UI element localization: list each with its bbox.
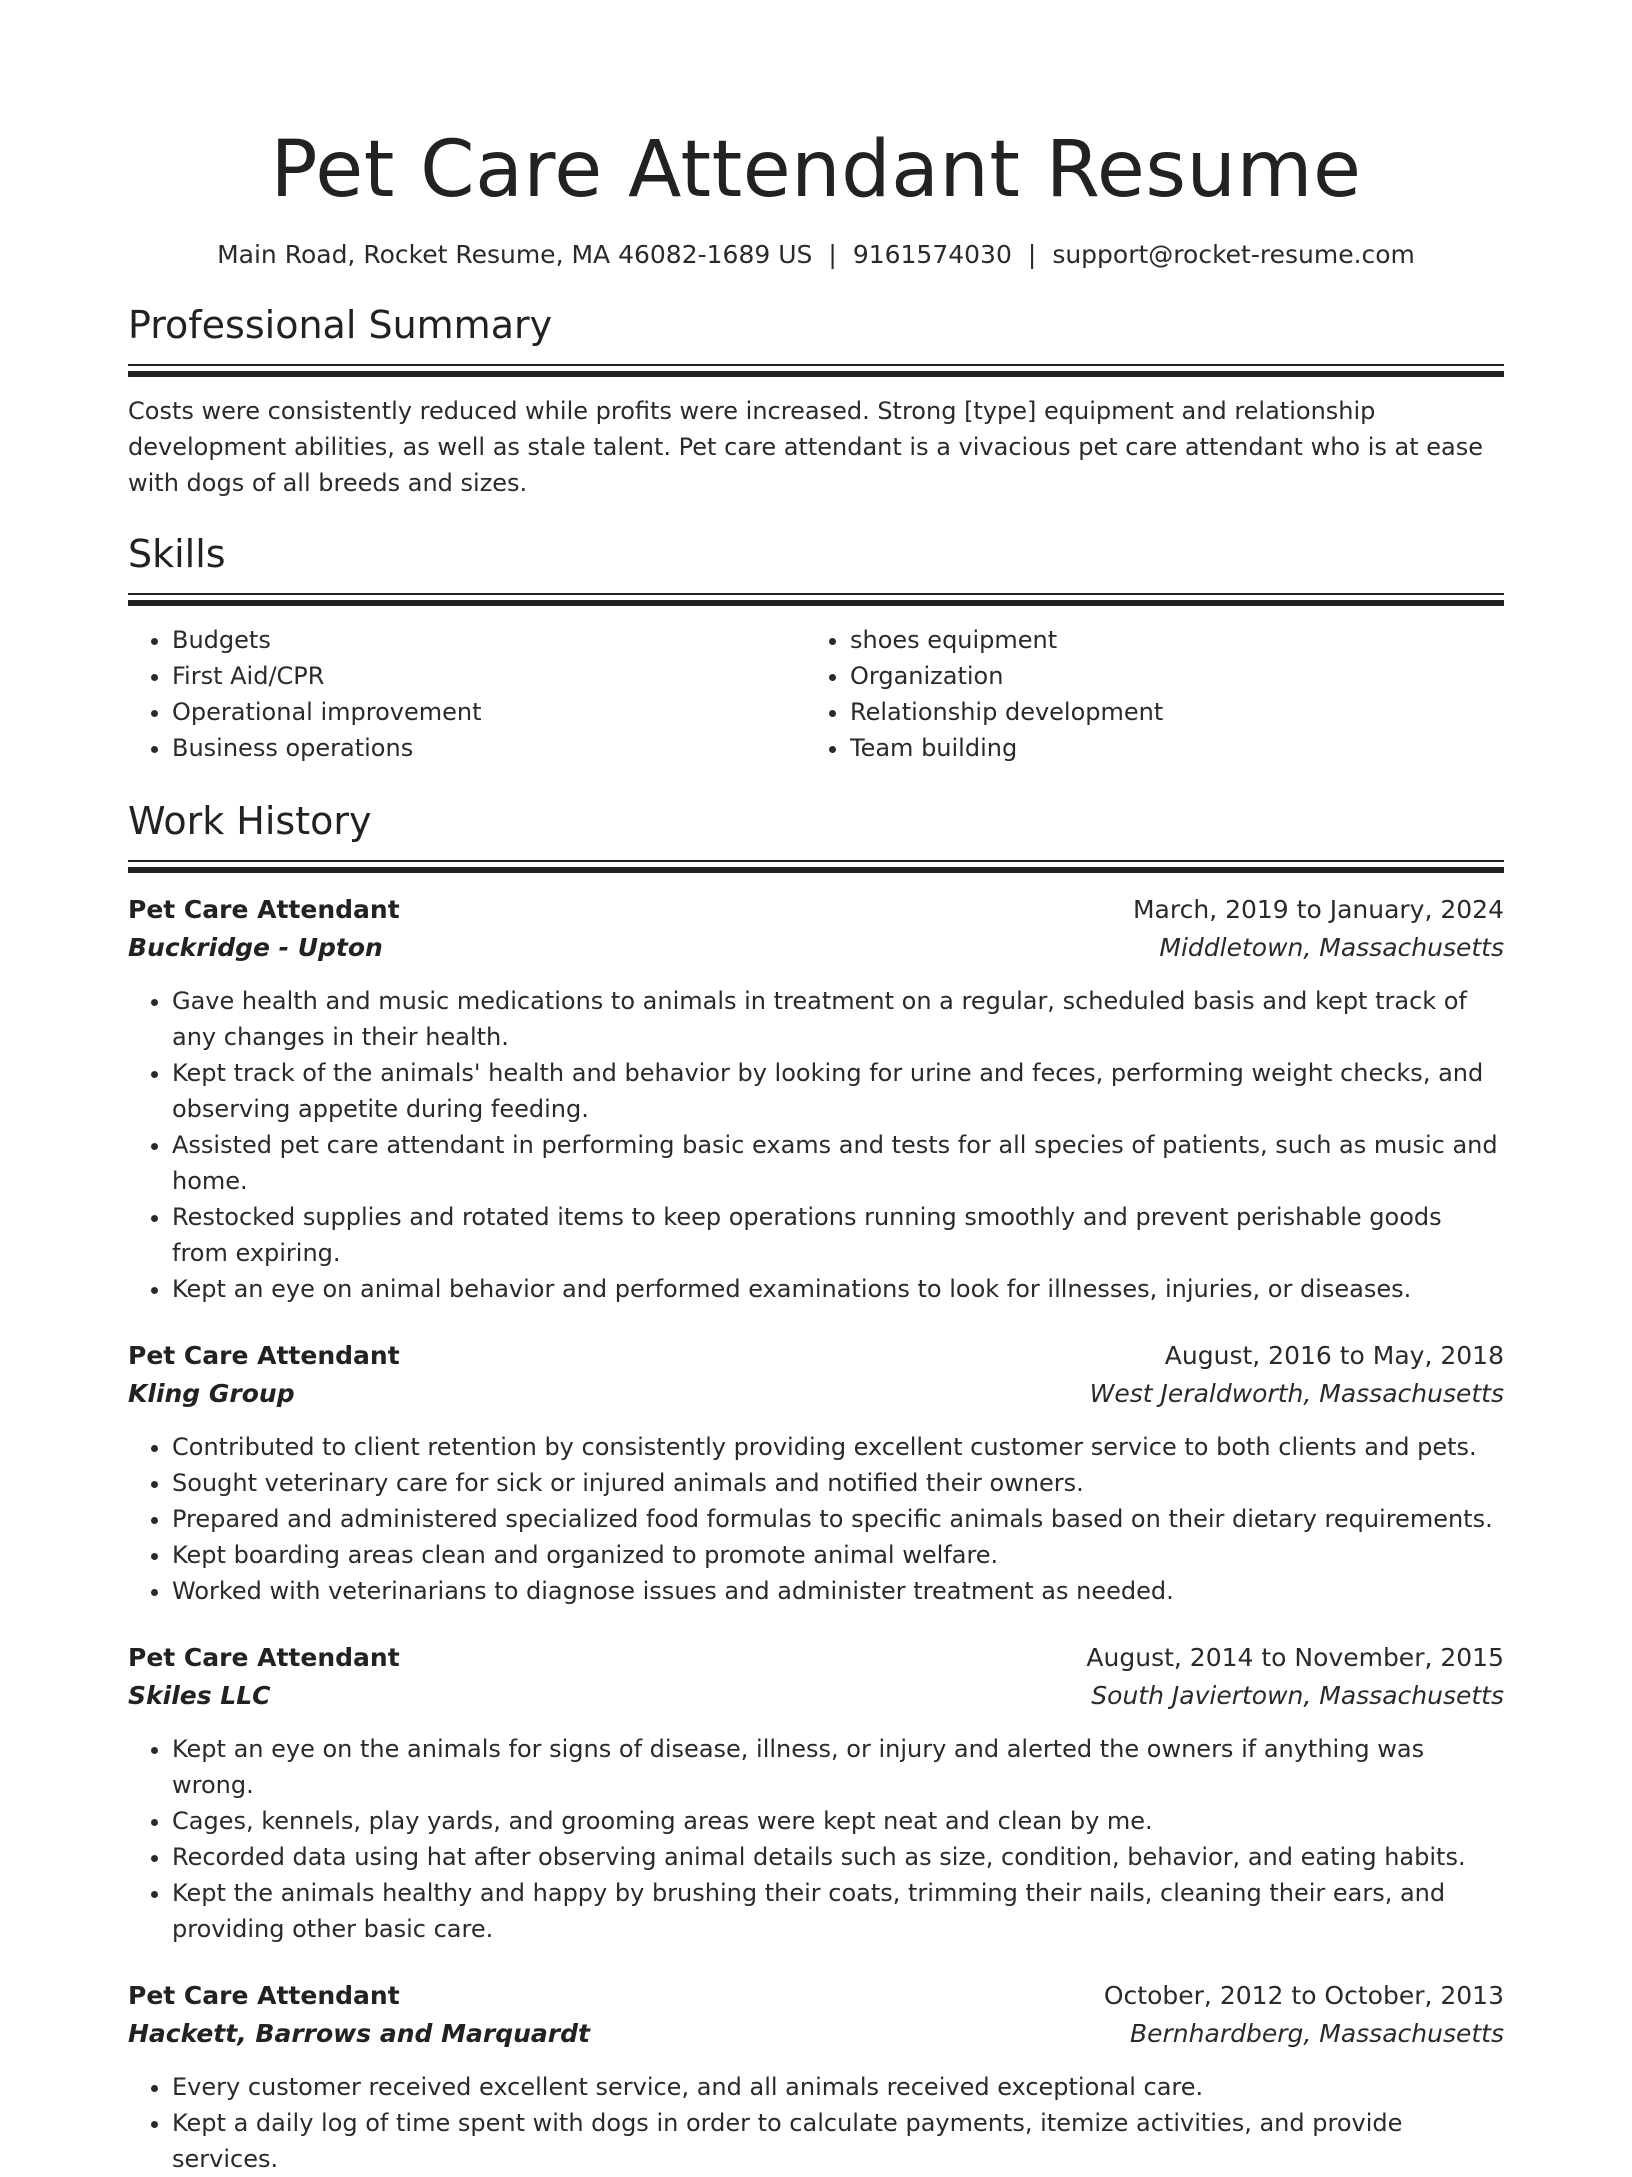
job-company: Kling Group <box>128 1379 295 1408</box>
job-bullet: • Prepared and administered specialized food formulas to specific animals based on their dietary requirements. <box>172 1501 1504 1537</box>
section-heading-summary: Professional Summary <box>128 303 553 347</box>
skill-item: • Operational improvement <box>172 694 806 730</box>
job-bullet: • Kept the animals healthy and happy by brushing their coats, trimming their nails, cleaning their ears, and providing other basic care. <box>172 1875 1504 1947</box>
job-location: Middletown, Massachusetts <box>1159 933 1504 962</box>
section-divider <box>128 364 1504 377</box>
job-header-row <box>128 1639 1504 1677</box>
skills-list-right <box>806 622 1484 766</box>
job-title: Pet Care Attendant <box>128 895 400 924</box>
job-header-row <box>128 891 1504 929</box>
skill-item: • Budgets <box>172 622 806 658</box>
job-location: Bernhardberg, Massachusetts <box>1130 2019 1504 2048</box>
section-heading-skills: Skills <box>128 532 226 576</box>
skill-item: • First Aid/CPR <box>172 658 806 694</box>
job-bullet: • Worked with veterinarians to diagnose issues and administer treatment as needed. <box>172 1573 1504 1609</box>
job-dates: October, 2012 to October, 2013 <box>1103 1981 1504 2010</box>
job-entry <box>128 1639 1504 1947</box>
job-bullet: • Cages, kennels, play yards, and grooming areas were kept neat and clean by me. <box>172 1803 1504 1839</box>
contact-separator: | <box>828 240 837 269</box>
job-header-row <box>128 1977 1504 2015</box>
skills-list-left <box>128 622 806 766</box>
job-entry <box>128 891 1504 1307</box>
job-location: South Javiertown, Massachusetts <box>1091 1681 1504 1710</box>
job-header-row <box>128 1337 1504 1375</box>
job-title: Pet Care Attendant <box>128 1643 400 1672</box>
job-bullet: • Contributed to client retention by consistently providing excellent customer service to both clients and pets. <box>172 1429 1504 1465</box>
job-bullet: • Kept track of the animals' health and behavior by looking for urine and feces, performing weight checks, and observing appetite during feeding. <box>172 1055 1504 1127</box>
job-company-row <box>128 1677 1504 1715</box>
contact-email: support@rocket-resume.com <box>1052 240 1415 269</box>
job-entry <box>128 1977 1504 2177</box>
job-bullet: • Every customer received excellent service, and all animals received exceptional care. <box>172 2069 1504 2105</box>
job-company: Skiles LLC <box>128 1681 271 1710</box>
job-dates: August, 2014 to November, 2015 <box>1086 1643 1504 1672</box>
resume-title: Pet Care Attendant Resume <box>270 125 1362 215</box>
job-bullet: • Gave health and music medications to animals in treatment on a regular, scheduled basis and kept track of any changes in their health. <box>172 983 1504 1055</box>
skills-section <box>128 529 1504 766</box>
job-company: Hackett, Barrows and Marquardt <box>128 2019 590 2048</box>
job-title: Pet Care Attendant <box>128 1981 400 2010</box>
job-bullets <box>128 2069 1504 2177</box>
job-company-row <box>128 1375 1504 1413</box>
contact-phone: 9161574030 <box>852 240 1012 269</box>
contact-separator: | <box>1027 240 1037 269</box>
job-dates: August, 2016 to May, 2018 <box>1164 1341 1504 1370</box>
job-bullet: • Recorded data using hat after observing animal details such as size, condition, behavior, and eating habits. <box>172 1839 1504 1875</box>
job-bullet: • Kept boarding areas clean and organized to promote animal welfare. <box>172 1537 1504 1573</box>
skill-item: • Team building <box>850 730 1484 766</box>
job-bullet: • Kept a daily log of time spent with dogs in order to calculate payments, itemize activities, and provide services. <box>172 2105 1504 2177</box>
skill-item: • shoes equipment <box>850 622 1484 658</box>
summary-text: Costs were consistently reduced while profits were increased. Strong [type] equipment and relationship development abilities, as well as stale talent. Pet care attendant is a vivacious pet care attendant who is at ease with dogs of all breeds and sizes. <box>128 397 1484 497</box>
job-location: West Jeraldworth, Massachusetts <box>1089 1379 1504 1408</box>
skill-item: • Organization <box>850 658 1484 694</box>
skill-item: • Business operations <box>172 730 806 766</box>
section-heading-work-history: Work History <box>128 799 372 843</box>
job-bullet: • Assisted pet care attendant in performing basic exams and tests for all species of patients, such as music and home. <box>172 1127 1504 1199</box>
contact-address: Main Road, Rocket Resume, MA 46082-1689 US <box>217 240 813 269</box>
section-divider <box>128 860 1504 873</box>
job-company: Buckridge - Upton <box>128 933 383 962</box>
contact-line <box>128 238 1504 272</box>
job-bullet: • Restocked supplies and rotated items to keep operations running smoothly and prevent perishable goods from expiring. <box>172 1199 1504 1271</box>
job-bullet: • Kept an eye on the animals for signs of disease, illness, or injury and alerted the owners if anything was wrong. <box>172 1731 1504 1803</box>
job-bullets <box>128 1429 1504 1609</box>
section-divider <box>128 593 1504 606</box>
skill-item: • Relationship development <box>850 694 1484 730</box>
skills-columns <box>128 622 1504 766</box>
professional-summary-section <box>128 300 1504 501</box>
job-bullets <box>128 983 1504 1307</box>
job-title: Pet Care Attendant <box>128 1341 400 1370</box>
job-bullet: • Kept an eye on animal behavior and performed examinations to look for illnesses, injuries, or diseases. <box>172 1271 1504 1307</box>
job-company-row <box>128 929 1504 967</box>
job-bullet: • Sought veterinary care for sick or injured animals and notified their owners. <box>172 1465 1504 1501</box>
job-company-row <box>128 2015 1504 2053</box>
job-dates: March, 2019 to January, 2024 <box>1132 895 1504 924</box>
job-entry <box>128 1337 1504 1609</box>
resume-page <box>128 0 1504 2177</box>
work-history-section <box>128 796 1504 2177</box>
job-bullets <box>128 1731 1504 1947</box>
